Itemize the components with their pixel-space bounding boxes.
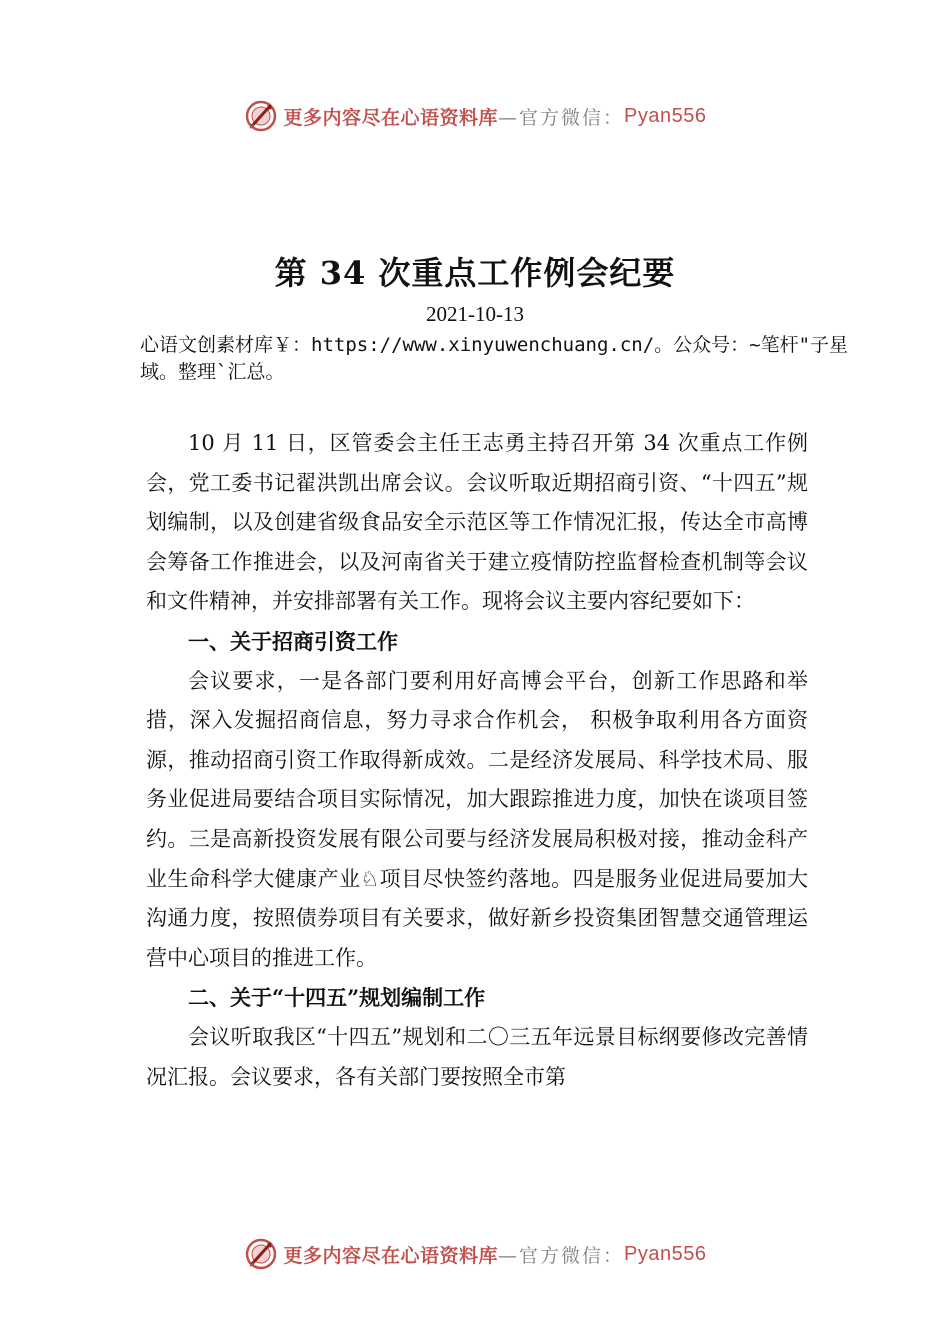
section-heading-planning: 二、关于“十四五”规划编制工作 — [188, 985, 486, 1011]
intro-paragraph: 10 月 11 日，区管委会主任王志勇主持召开第 34 次重点工作例会，党工委书记翟洪凯出席会议。会议听取近期招商引资、“十四五”规划编制，以及创建省级食品安全示范区等工作情况汇报，传达全市高博会筹备工作推进会，以及河南省关于建立疫情防控监督检查机制等会议和文件精神，并安排部署有关工作。现将会议主要内容纪要如下： — [146, 431, 808, 614]
planning-paragraph: 会议听取我区“十四五”规划和二〇三五年远景目标纲要修改完善情况汇报。会议要求，各有关部门要按照全市第 — [146, 1024, 808, 1089]
source-note: 心语文创素材库￥：https://www.xinyuwenchuang.cn/。公众号：~笔杆"子星域。整理`汇总。 — [140, 334, 849, 383]
document-title: 第 34 次重点工作例会纪要 — [274, 254, 676, 292]
pen-seal-icon — [244, 99, 278, 133]
section-heading-investment: 一、关于招商引资工作 — [188, 628, 398, 654]
document-date: 2021-10-13 — [426, 302, 524, 326]
footer-banner — [0, 1234, 950, 1274]
document-body — [146, 424, 808, 1097]
banner-wechat-label: —官方微信： — [498, 1244, 625, 1267]
banner-wechat-label: —官方微信： — [498, 106, 625, 129]
banner-brand-text: 更多内容尽在心语资料库 — [283, 1244, 499, 1267]
pen-seal-icon — [244, 1237, 278, 1271]
banner-brand-text: 更多内容尽在心语资料库 — [283, 106, 499, 129]
banner-wechat-id: Pyan556 — [624, 104, 707, 127]
header-banner — [0, 96, 950, 136]
banner-wechat-id: Pyan556 — [624, 1242, 707, 1265]
investment-paragraph: 会议要求，一是各部门要利用好高博会平台，创新工作思路和举措，深入发掘招商信息，努力寻求合作机会， 积极争取利用各方面资源，推动招商引资工作取得新成效。二是经济发展局、科学技术局、服务业促进局要结合项目实际情况，加大跟踪推进力度，加快在谈项目签约。三是高新投资发展有限公司要与经济发展局积极对接，推动金科产业生命科学大健康产业♘项目尽快签约落地。四是服务业促进局要加大沟通力度，按照债券项目有关要求，做好新乡投资集团智慧交通管理运营中心项目的推进工作。 — [146, 668, 808, 970]
